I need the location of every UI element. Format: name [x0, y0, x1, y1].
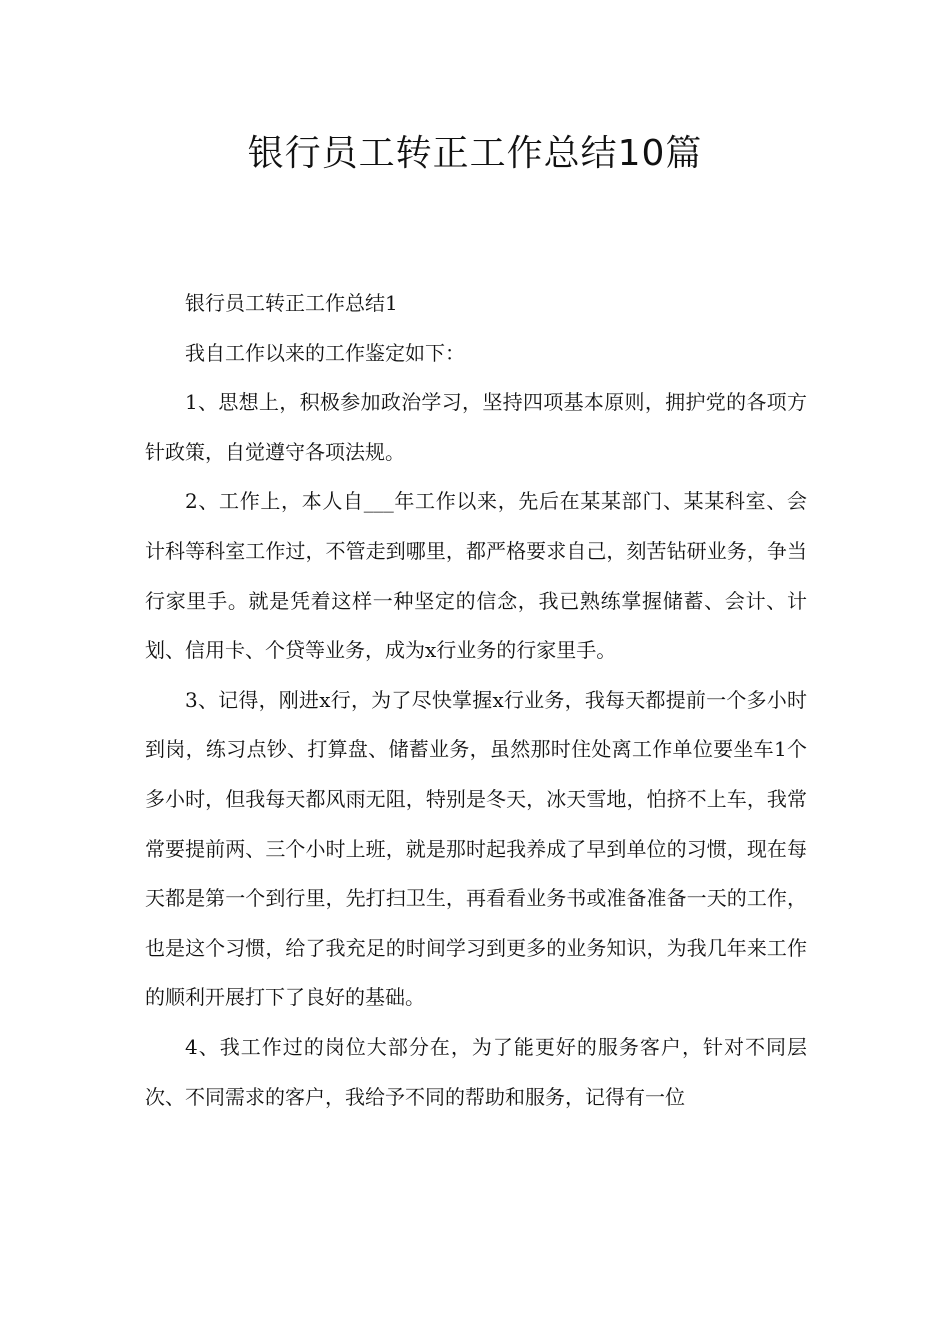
body-paragraph: 4、我工作过的岗位大部分在，为了能更好的服务客户，针对不同层次、不同需求的客户，我给予不同的帮助和服务，记得有一位: [145, 1034, 807, 1109]
intro-paragraph: 我自工作以来的工作鉴定如下：: [185, 340, 465, 365]
section-heading: 银行员工转正工作总结1: [185, 291, 398, 315]
body-paragraph: 1、思想上，积极参加政治学习，坚持四项基本原则，拥护党的各项方针政策，自觉遵守各项法规。: [145, 390, 807, 464]
document-body: [145, 279, 807, 1122]
document-title: 银行员工转正工作总结10篇: [247, 133, 703, 174]
body-paragraph: 3、记得，刚进x行，为了尽快掌握x行业务，我每天都提前一个多小时到岗，练习点钞、打算盘、储蓄业务，虽然那时住处离工作单位要坐车1个多小时，但我每天都风雨无阻，特别是冬天，冰天雪地，怕挤不上车，我常常要提前两、三个小时上班，就是那时起我养成了早到单位的习惯，现在每天都是第一个到行里，先打扫卫生，再看看业务书或准备准备一天的工作，也是这个习惯，给了我充足的时间学习到更多的业务知识，为我几年来工作的顺利开展打下了良好的基础。: [145, 687, 807, 1010]
body-paragraph: 2、工作上，本人自___年工作以来，先后在某某部门、某某科室、会计科等科室工作过，不管走到哪里，都严格要求自己，刻苦钻研业务，争当行家里手。就是凭着这样一种坚定的信念，我已熟练掌握储蓄、会计、计划、信用卡、个贷等业务，成为x行业务的行家里手。: [145, 489, 807, 663]
